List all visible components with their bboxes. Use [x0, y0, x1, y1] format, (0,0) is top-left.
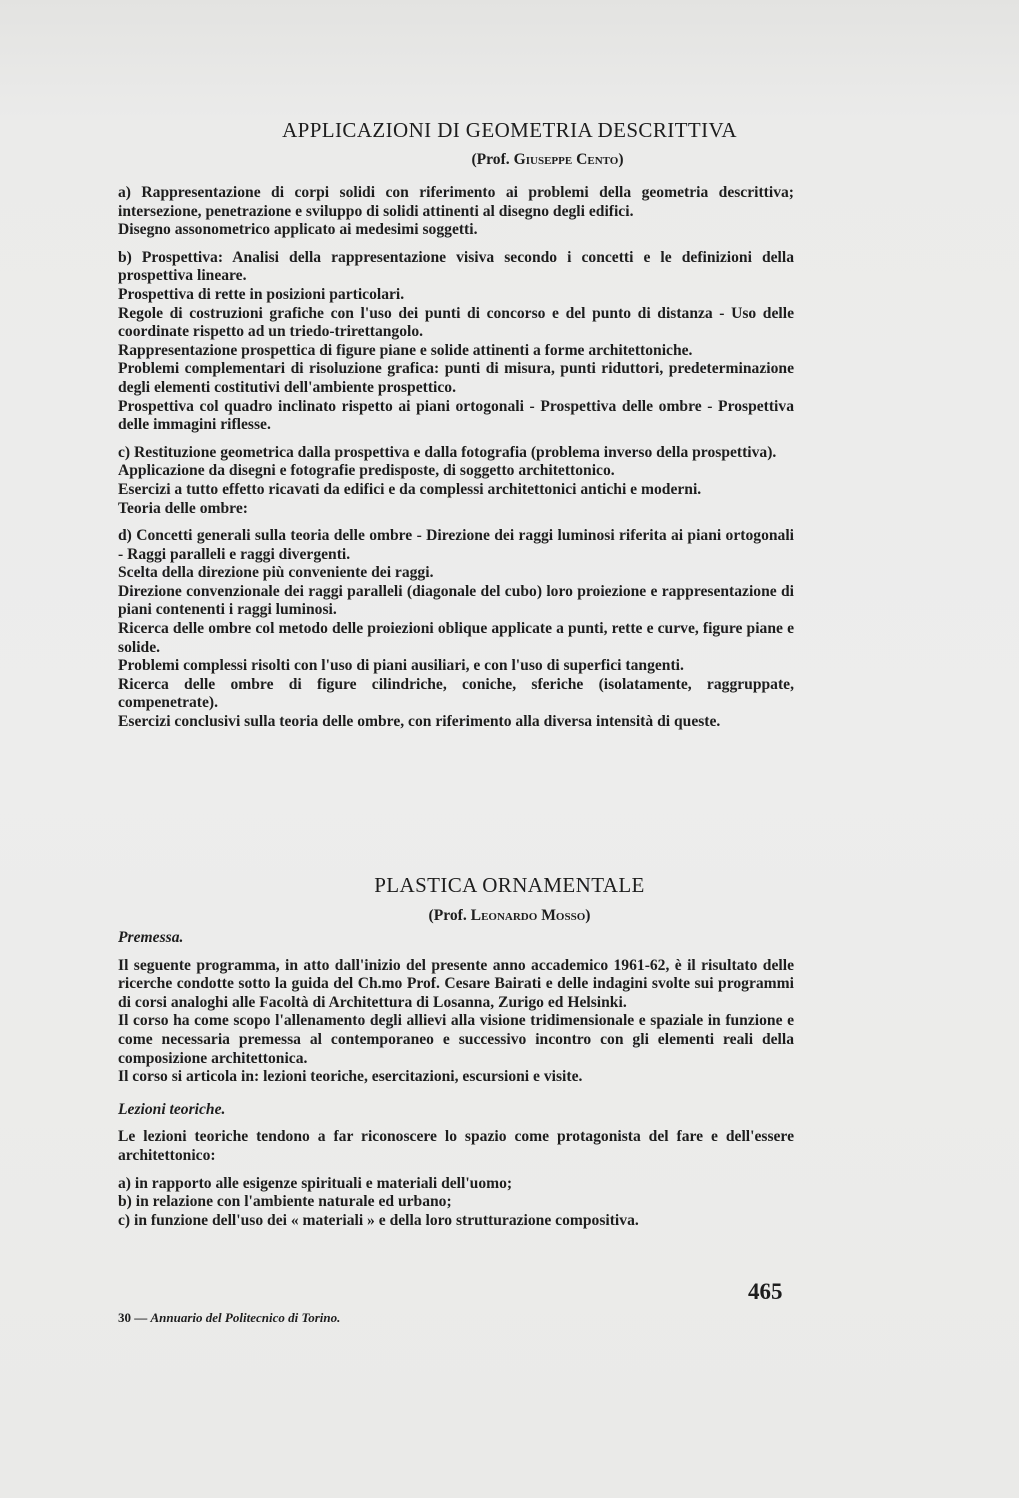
paragraph: Disegno assonometrico applicato ai medesimi soggetti.: [118, 221, 478, 239]
professor-name: Giuseppe Cento: [513, 151, 619, 168]
list-item: b) in relazione con l'ambiente naturale ed urbano;: [118, 1193, 452, 1211]
paragraph: Direzione convenzionale dei raggi paralleli (diagonale del cubo) loro proiezione e rappresentazione di piani contenenti i raggi luminosi.: [118, 582, 794, 619]
professor-name: Leonardo Mosso: [470, 907, 586, 924]
paragraph: Prospettiva di rette in posizioni particolari.: [118, 285, 405, 303]
professor-line-mosso: (Prof. Leonardo Mosso): [428, 907, 591, 924]
list-item: a) in rapporto alle esigenze spirituali e materiali dell'uomo;: [118, 1174, 513, 1192]
paragraph: Il seguente programma, in atto dall'inizio del presente anno accademico 1961-62, è il risultato delle ricerche condotte sotto la guida del Ch.mo Prof. Cesare Bairati e delle indagini svolte sui programmi di corsi analoghi alle Facoltà di Architettura di Losanna, Zurigo ed Helsinki.: [118, 956, 794, 1011]
paragraph: b) Prospettiva: Analisi della rappresentazione visiva secondo i concetti e le definizioni della prospettiva lineare.: [118, 248, 794, 285]
section-title-geometria: APPLICAZIONI DI GEOMETRIA DESCRITTIVA: [282, 118, 737, 142]
paragraph: Ricerca delle ombre col metodo delle proiezioni oblique applicate a punti, rette e curve, figure piane e solide.: [118, 620, 794, 656]
page-number: 465: [748, 1279, 783, 1304]
paragraph: Problemi complessi risolti con l'uso di piani ausiliari, e con l'uso di superfici tangenti.: [118, 657, 684, 675]
paragraph: Prospettiva col quadro inclinato rispetto ai piani ortogonali - Prospettiva delle ombre - Prospettiva delle immagini riflesse.: [118, 397, 794, 434]
paragraph: Le lezioni teoriche tendono a far riconoscere lo spazio come protagonista del fare e dell'essere architettonico:: [118, 1128, 794, 1164]
footer-sheet-number: 30: [118, 1310, 131, 1325]
paragraph: Esercizi conclusivi sulla teoria delle ombre, con riferimento alla diversa intensità di queste.: [118, 713, 721, 731]
footer-dash: —: [134, 1310, 148, 1325]
section-body-plastica: [118, 929, 794, 1230]
paragraph: d) Concetti generali sulla teoria delle ombre - Direzione dei raggi luminosi riferita ai piani ortogonali - Raggi paralleli e raggi divergenti.: [118, 527, 794, 563]
paragraph: Problemi complementari di risoluzione grafica: punti di misura, punti riduttori, predeterminazione degli elementi costitutivi dell'ambiente prospettico.: [118, 360, 794, 396]
paragraph: Esercizi a tutto effetto ricavati da edifici e da complessi architettonici antichi e moderni.: [118, 480, 702, 498]
footer: [118, 1310, 340, 1326]
section-body-geometria: [118, 184, 794, 732]
paragraph: Il corso ha come scopo l'allenamento degli allievi alla visione tridimensionale e spaziale in funzione e come necessaria premessa al contemporaneo e successivo incontro con gli elementi reali della composizione architettonica.: [118, 1012, 794, 1067]
professor-line-cento: (Prof. Giuseppe Cento): [471, 151, 624, 168]
footer-publication: Annuario del Politecnico di Torino.: [150, 1310, 341, 1325]
paragraph: Ricerca delle ombre di figure cilindriche, coniche, sferiche (isolatamente, raggruppate, compenetrate).: [118, 675, 794, 712]
paragraph: Applicazione da disegni e fotografie predisposte, di soggetto architettonico.: [118, 462, 615, 480]
paragraph: a) Rappresentazione di corpi solidi con riferimento ai problemi della geometria descrittiva; intersezione, penetrazione e sviluppo di solidi attinenti al disegno degli edifici.: [118, 184, 794, 220]
paragraph: Regole di costruzioni grafiche con l'uso dei punti di concorso e del punto di distanza - Uso delle coordinate rispetto ad un triedo-trirettangolo.: [118, 304, 794, 341]
paragraph: Teoria delle ombre:: [118, 499, 248, 517]
paragraph: Scelta della direzione più conveniente dei raggi.: [118, 564, 434, 582]
section-title-plastica: PLASTICA ORNAMENTALE: [374, 873, 645, 897]
list-item: c) in funzione dell'uso dei « materiali » e della loro strutturazione compositiva.: [118, 1211, 639, 1229]
paragraph: Rappresentazione prospettica di figure piane e solide attinenti a forme architettoniche.: [118, 341, 693, 359]
subheading-premessa: Premessa.: [118, 929, 184, 946]
paragraph: c) Restituzione geometrica dalla prospettiva e dalla fotografia (problema inverso della prospettiva).: [118, 443, 777, 461]
subheading-lezioni: Lezioni teoriche.: [118, 1100, 226, 1118]
paragraph: Il corso si articola in: lezioni teoriche, esercitazioni, escursioni e visite.: [118, 1068, 583, 1086]
